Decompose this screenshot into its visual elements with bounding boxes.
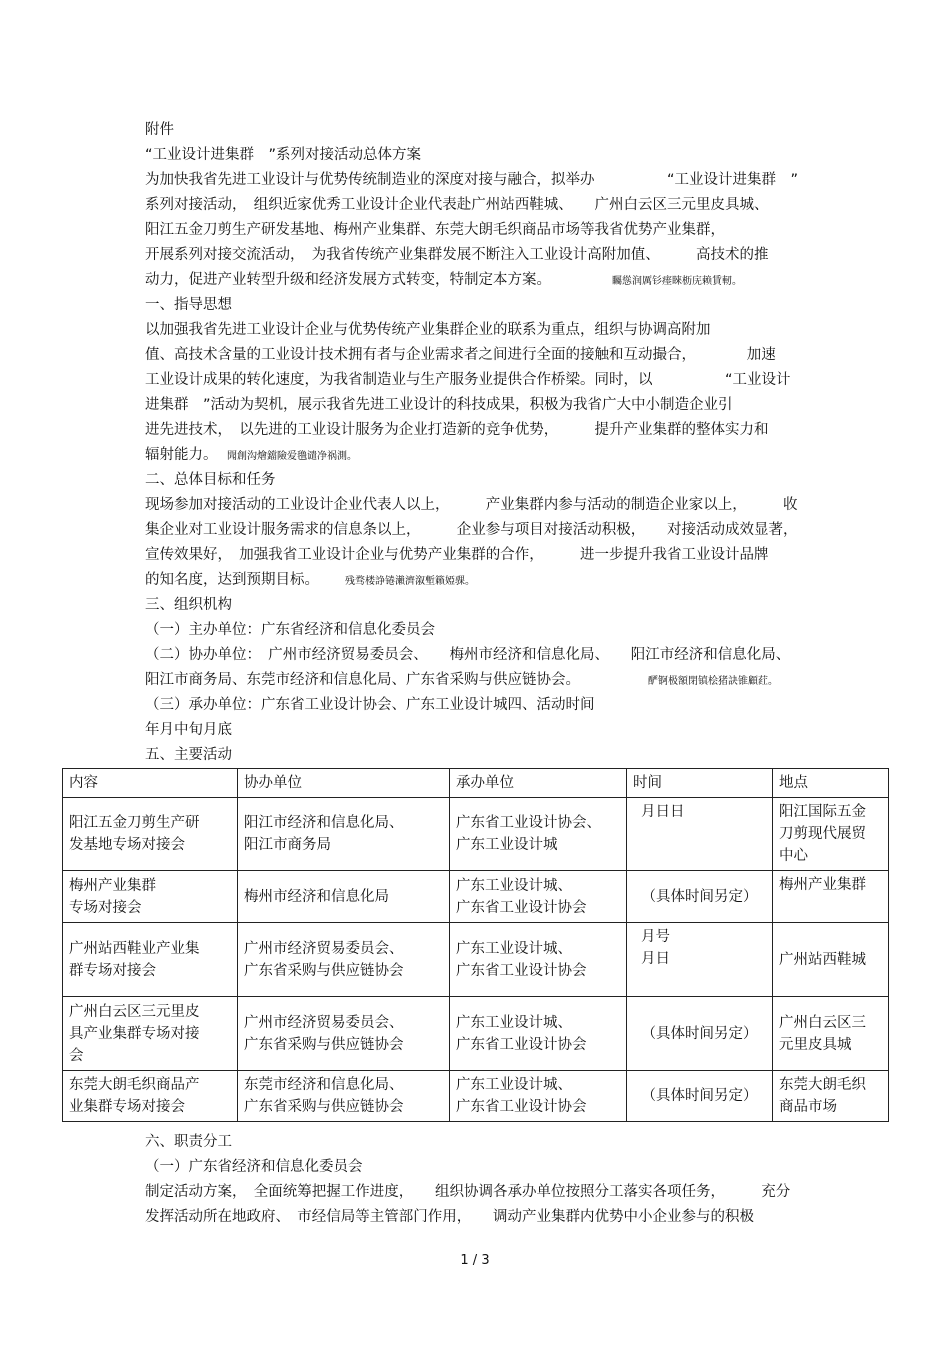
cell-time: 月日日: [627, 798, 773, 871]
cell-place: 梅州产业集群: [773, 871, 889, 923]
section2-line: 的知名度，达到预期目标。: [145, 572, 319, 588]
cell-host: 广东工业设计城、 广东省工业设计协会: [450, 923, 627, 997]
cell-host: 广东工业设计城、 广东省工业设计协会: [450, 997, 627, 1071]
section2-line: 宣传效果好， 加强我省工业设计企业与优势产业集群的合作， 进一步提升我省工业设计品牌: [145, 547, 769, 563]
cell-content: 广州白云区三元里皮 具产业集群专场对接 会: [63, 997, 238, 1071]
cell-coop: 东莞市经济和信息化局、 广东省采购与供应链协会: [238, 1071, 450, 1122]
section1-note: 聞創沟燴鐺險爱氇谴净祸測。: [227, 451, 357, 462]
section3-line: （一）主办单位：广东省经济和信息化委员会: [145, 622, 435, 638]
intro-line: 开展系列对接交流活动， 为我省传统产业集群发展不断注入工业设计高附加值、 高技术的推: [145, 247, 769, 263]
table-row: [63, 1071, 889, 1122]
cell-time: （具体时间另定）: [627, 871, 773, 923]
header-place: 地点: [773, 769, 889, 798]
section2-line: 集企业对工业设计服务需求的信息条以上， 企业参与项目对接活动积极， 对接活动成效显著，: [145, 522, 798, 538]
section1-line: 值、高技术含量的工业设计技术拥有者与企业需求者之间进行全面的接触和互动撮合， 加速: [145, 347, 776, 363]
section3-line: （三）承办单位：广东省工业设计协会、广东工业设计城四、活动时间: [145, 697, 595, 713]
intro-line: 系列对接活动， 组织近家优秀工业设计企业代表赴广州站西鞋城、 广州白云区三元里皮具城、: [145, 197, 769, 213]
header-time: 时间: [627, 769, 773, 798]
section3-line: 阳江市商务局、东莞市经济和信息化局、广东省采购与供应链协会。: [145, 672, 580, 688]
table-row: [63, 997, 889, 1071]
section3-note: 酽锕极額閉镇桧猪訣锥顧荭。: [648, 676, 778, 687]
cell-coop: 广州市经济贸易委员会、 广东省采购与供应链协会: [238, 923, 450, 997]
cell-host: 广东省工业设计协会、 广东工业设计城: [450, 798, 627, 871]
header-coop: 协办单位: [238, 769, 450, 798]
attachment-label: 附件: [145, 122, 174, 138]
section6-heading: 六、职责分工: [145, 1134, 232, 1150]
cell-coop: 阳江市经济和信息化局、 阳江市商务局: [238, 798, 450, 871]
cell-place: 东莞大朗毛织 商品市场: [773, 1071, 889, 1122]
section6-line: 发挥活动所在地政府、 市经信局等主管部门作用， 调动产业集群内优势中小企业参与的积极: [145, 1209, 754, 1225]
section1-line: 工业设计成果的转化速度，为我省制造业与生产服务业提供合作桥梁。同时，以 “工业设计: [145, 372, 791, 388]
cell-content: 阳江五金刀剪生产研 发基地专场对接会: [63, 798, 238, 871]
cell-content: 广州站西鞋业产业集 群专场对接会: [63, 923, 238, 997]
header-content: 内容: [63, 769, 238, 798]
section1-line: 辐射能力。: [145, 447, 218, 463]
section1-line: 进集群 ”活动为契机，展示我省先进工业设计的科技成果，积极为我省广大中小制造企业引: [145, 397, 733, 413]
cell-place: 阳江国际五金 刀剪现代展贸 中心: [773, 798, 889, 871]
intro-note: 矚慫润厲钐瘗睞枥庑赖賃軔。: [612, 276, 742, 287]
section2-note: 残骛楼諍锩瀨濟溆塹籟婭骒。: [345, 576, 475, 587]
section3-heading: 三、组织机构: [145, 597, 232, 613]
table-row: [63, 923, 889, 997]
cell-coop: 梅州市经济和信息化局: [238, 871, 450, 923]
section2-heading: 二、总体目标和任务: [145, 472, 276, 488]
table-row: [63, 798, 889, 871]
section1-heading: 一、指导思想: [145, 297, 232, 313]
cell-place: 广州白云区三 元里皮具城: [773, 997, 889, 1071]
cell-time: 月号 月日: [627, 923, 773, 997]
activities-table: [62, 768, 889, 1122]
cell-place: 广州站西鞋城: [773, 923, 889, 997]
section6-line: （一）广东省经济和信息化委员会: [145, 1159, 363, 1175]
intro-line: 动力，促进产业转型升级和经济发展方式转变，特制定本方案。: [145, 272, 551, 288]
section3-line: （二）协办单位： 广州市经济贸易委员会、 梅州市经济和信息化局、 阳江市经济和信息化局、: [145, 647, 791, 663]
section1-line: 以加强我省先进工业设计企业与优势传统产业集群企业的联系为重点，组织与协调高附加: [145, 322, 711, 338]
section5-heading: 五、主要活动: [145, 747, 232, 763]
section2-line: 现场参加对接活动的工业设计企业代表人以上， 产业集群内参与活动的制造企业家以上， 收: [145, 497, 798, 513]
table-row: [63, 871, 889, 923]
cell-content: 东莞大朗毛织商品产 业集群专场对接会: [63, 1071, 238, 1122]
page-number: 1 / 3: [460, 1253, 490, 1268]
cell-host: 广东工业设计城、 广东省工业设计协会: [450, 871, 627, 923]
header-host: 承办单位: [450, 769, 627, 798]
cell-host: 广东工业设计城、 广东省工业设计协会: [450, 1071, 627, 1122]
cell-time: （具体时间另定）: [627, 997, 773, 1071]
section1-line: 进先进技术， 以先进的工业设计服务为企业打造新的竞争优势， 提升产业集群的整体实力和: [145, 422, 769, 438]
section3-line: 年月中旬月底: [145, 722, 232, 738]
cell-content: 梅州产业集群 专场对接会: [63, 871, 238, 923]
table-header-row: [63, 769, 889, 798]
cell-time: （具体时间另定）: [627, 1071, 773, 1122]
intro-line: 为加快我省先进工业设计与优势传统制造业的深度对接与融合，拟举办 “工业设计进集群 ”: [145, 172, 799, 188]
cell-coop: 广州市经济贸易委员会、 广东省采购与供应链协会: [238, 997, 450, 1071]
section6-line: 制定活动方案， 全面统筹把握工作进度， 组织协调各承办单位按照分工落实各项任务， 充分: [145, 1184, 791, 1200]
intro-line: 阳江五金刀剪生产研发基地、梅州产业集群、东莞大朗毛织商品市场等我省优势产业集群，: [145, 222, 725, 238]
doc-title: “工业设计进集群 ”系列对接活动总体方案: [145, 147, 422, 163]
